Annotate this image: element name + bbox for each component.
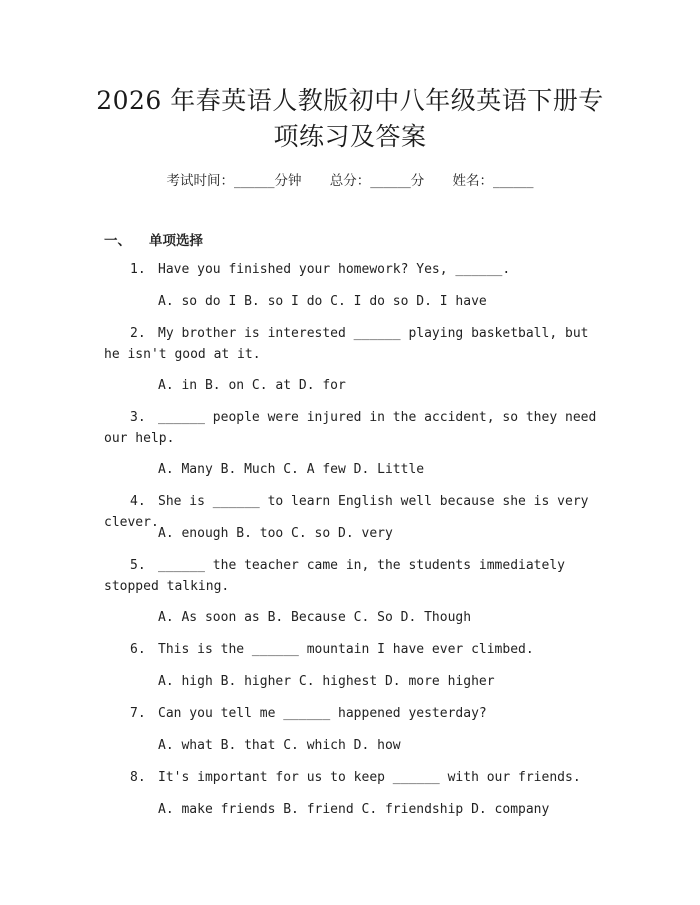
question-item (104, 639, 600, 660)
question-text: She is ______ to learn English well because she is very clever. (104, 494, 589, 530)
question-number: 8. (130, 770, 146, 785)
question-text: This is the ______ mountain I have ever climbed. (158, 642, 534, 657)
document-title-line2: 项练习及答案 (273, 122, 427, 151)
question-options: A. make friends B. friend C. friendship D. company (158, 802, 550, 817)
question-options: A. in B. on C. at D. for (158, 378, 346, 393)
question-options: A. enough B. too C. so D. very (158, 526, 393, 541)
question-options: A. As soon as B. Because C. So D. Though (158, 610, 472, 625)
question-options: A. what B. that C. which D. how (158, 738, 401, 753)
question-number: 2. (130, 326, 146, 341)
student-name-field: 姓名：______ (452, 173, 534, 189)
document-title-line1: 2026 年春英语人教版初中八年级英语下册专 (96, 86, 604, 115)
question-item (104, 767, 600, 788)
question-text: ______ people were injured in the accident, so they need our help. (104, 410, 597, 446)
section-number: 一、 (104, 233, 131, 249)
question-item (104, 323, 600, 365)
question-item (104, 407, 600, 449)
question-text: Have you finished your homework? Yes, ______. (158, 262, 511, 277)
question-number: 6. (130, 642, 146, 657)
section-label: 单项选择 (149, 233, 203, 249)
question-item (104, 555, 600, 597)
question-item (104, 259, 600, 280)
question-number: 1. (130, 262, 146, 277)
exam-time-field: 考试时间：______分钟 (166, 173, 302, 189)
question-number: 3. (130, 410, 146, 425)
question-text: ______ the teacher came in, the students immediately stopped talking. (104, 558, 565, 594)
question-number: 4. (130, 494, 146, 509)
question-text: It's important for us to keep ______ with our friends. (158, 770, 581, 785)
question-number: 7. (130, 706, 146, 721)
question-item (104, 703, 600, 724)
exam-meta (0, 169, 700, 189)
total-score-field: 总分：______分 (329, 173, 425, 189)
question-options: A. Many B. Much C. A few D. Little (158, 462, 425, 477)
question-options: A. so do I B. so I do C. I do so D. I have (158, 294, 487, 309)
section-heading (104, 229, 203, 249)
question-options: A. high B. higher C. highest D. more higher (158, 674, 495, 689)
question-number: 5. (130, 558, 146, 573)
question-text: Can you tell me ______ happened yesterday? (158, 706, 487, 721)
question-text: My brother is interested ______ playing basketball, but he isn't good at it. (104, 326, 589, 362)
